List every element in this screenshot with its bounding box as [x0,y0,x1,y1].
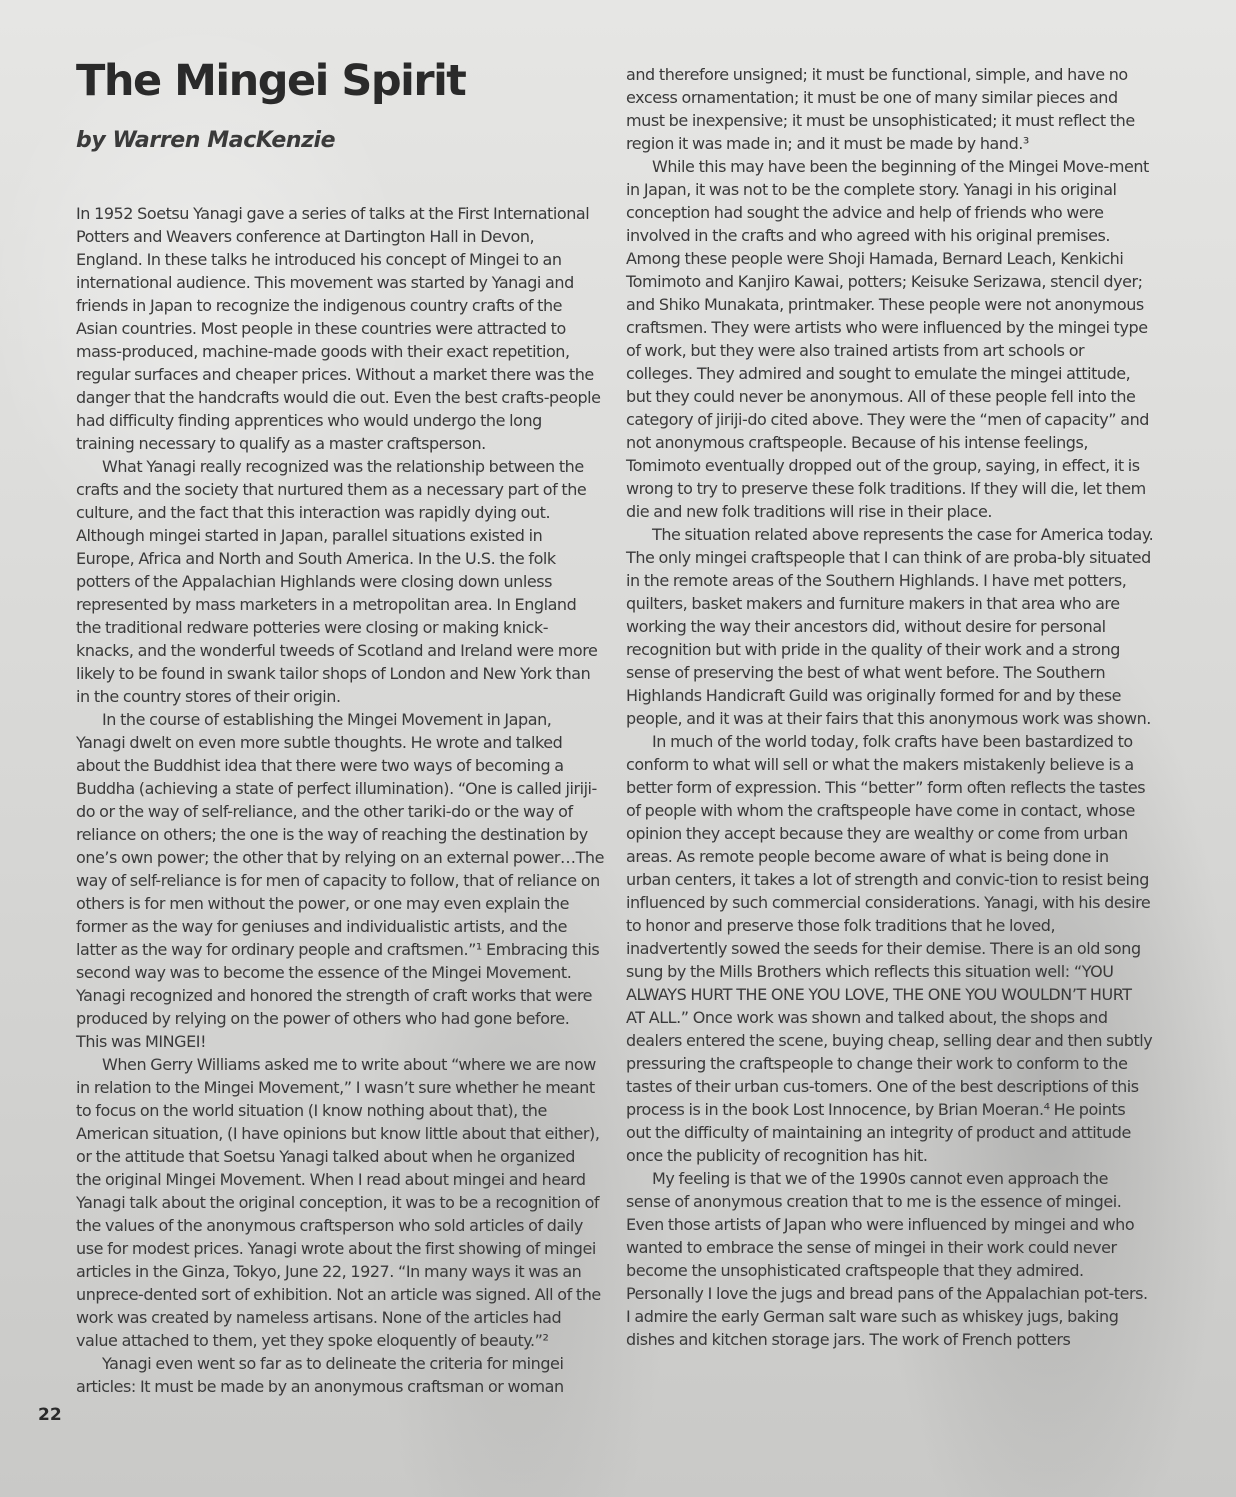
paragraph-8: The situation related above represents the case for America today. The only mingei craftspeople that I can think of are proba-bly situated in the remote areas of the Southern Highlands. I have met potters, quilters, basket makers and furniture makers in that area who are working the way their ancestors did, without desire for personal recognition but with pride in the quality of their work and a strong sense of preserving the best of what went before. The Southern Highlands Handicraft Guild was originally formed for and by these people, and it was at their fairs that this anonymous work was shown. [626,525,1154,728]
paragraph-3: In the course of establishing the Mingei Movement in Japan, Yanagi dwelt on even more subtle thoughts. He wrote and talked about the Buddhist idea that there were two ways of becoming a Buddha (achieving a state of perfect illumination). “One is called jiriji-do or the way of self-reliance, and the other tariki-do or the way of reliance on others; the one is the way of reaching the destination by one’s own power; the other that by relying on an external power…The way of self-reliance is for men of capacity to follow, that of reliance on others is for men without the power, or one may even explain the former as the way for geniuses and individualistic artists, and the latter as the way for ordinary people and craftsmen.”¹ Embracing this second way was to become the essence of the Mingei Movement. Yanagi recognized and honored the strength of craft works that were produced by relying on the power of others who had gone before. This was MINGEI! [76,710,604,1051]
paragraph-1: In 1952 Soetsu Yanagi gave a series of talks at the First International Potters and Weavers conference at Dartington Hall in Devon, England. In these talks he introduced his concept of Mingei to an international audience. This movement was started by Yanagi and friends in Japan to recognize the indigenous country crafts of the Asian countries. Most people in these countries were attracted to mass-produced, machine-made goods with their exact repetition, regular surfaces and cheaper prices. Without a market there was the danger that the handcrafts would die out. Even the best crafts-people had difficulty finding apprentices who would undergo the long training necessary to qualify as a master craftsperson. [76,204,601,453]
right-column [626,63,1154,1351]
paragraph-7: While this may have been the beginning of the Mingei Move-ment in Japan, it was not to be the complete story. Yanagi in his original conception had sought the advice and help of friends who were involved in the crafts and who agreed with his original premises. Among these people were Shoji Hamada, Bernard Leach, Kenkichi Tomimoto and Kanjiro Kawai, potters; Keisuke Serizawa, stencil dyer; and Shiko Munakata, printmaker. These people were not anonymous craftsmen. They were artists who were influenced by the mingei type of work, but they were also trained artists from art schools or colleges. They admired and sought to emulate the mingei attitude, but they could never be anonymous. All of these people fell into the category of jiriji-do cited above. They were the “men of capacity” and not anonymous craftspeople. Because of his intense feelings, Tomimoto eventually dropped out of the group, saying, in effect, it is wrong to try to preserve these folk traditions. If they will die, let them die and new folk traditions will rise in their place. [626,157,1149,521]
left-column [76,202,604,1398]
paragraph-5: Yanagi even went so far as to delineate the criteria for mingei articles: It must be made by an anonymous craftsman or woman [76,1354,564,1396]
article-byline: by Warren MacKenzie [76,128,336,153]
paragraph-10: My feeling is that we of the 1990s cannot even approach the sense of anonymous creation that to me is the essence of mingei. Even those artists of Japan who were influenced by mingei and who wanted to embrace the sense of mingei in their work could never become the unsophisticated craftspeople that they admired. Personally I love the jugs and bread pans of the Appalachian pot-ters. I admire the early German salt ware such as whiskey jugs, baking dishes and kitchen storage jars. The work of French potters [626,1169,1148,1349]
paragraph-2: What Yanagi really recognized was the relationship between the crafts and the society that nurtured them as a necessary part of the culture, and the fact that this interaction was rapidly dying out. Although mingei started in Japan, parallel situations existed in Europe, Africa and North and South America. In the U.S. the folk potters of the Appalachian Highlands were closing down unless represented by mass marketers in a metropolitan area. In England the traditional redware potteries were closing or making knick-knacks, and the wonderful tweeds of Scotland and Ireland were more likely to be found in swank tailor shops of London and New York than in the country stores of their origin. [76,457,598,706]
paragraph-9: In much of the world today, folk crafts have been bastardized to conform to what will sell or what the makers mistakenly believe is a better form of expression. This “better” form often reflects the tastes of people with whom the craftspeople have come in contact, whose opinion they accept because they are wealthy or come from urban areas. As remote people become aware of what is being done in urban centers, it takes a lot of strength and convic-tion to resist being influenced by such commercial considerations. Yanagi, with his desire to honor and preserve those folk traditions that he loved, inadvertently sowed the seeds for their demise. There is an old song sung by the Mills Brothers which reflects this situation well: “YOU ALWAYS HURT THE ONE YOU LOVE, THE ONE YOU WOULDN’T HURT AT ALL.” Once work was shown and talked about, the shops and dealers entered the scene, buying cheap, selling dear and then subtly pressuring the craftspeople to change their work to conform to the tastes of their urban cus-tomers. One of the best descriptions of this process is in the book Lost Innocence, by Brian Moeran.⁴ He points out the difficulty of maintaining an integrity of product and attitude once the publicity of recognition has hit. [626,732,1153,1165]
article-title: The Mingei Spirit [76,56,466,106]
page-number: 22 [38,1405,62,1425]
paragraph-6: and therefore unsigned; it must be functional, simple, and have no excess ornamentation; it must be one of many similar pieces and must be inexpensive; it must be unsophisticated; it must reflect the region it was made in; and it must be made by hand.³ [626,65,1135,153]
paragraph-4: When Gerry Williams asked me to write about “where we are now in relation to the Mingei Movement,” I wasn’t sure whether he meant to focus on the world situation (I know nothing about that), the American situation, (I have opinions but know little about that either), or the attitude that Soetsu Yanagi talked about when he organized the original Mingei Movement. When I read about mingei and heard Yanagi talk about the original conception, it was to be a recognition of the values of the anonymous craftsperson who sold articles of daily use for modest prices. Yanagi wrote about the first showing of mingei articles in the Ginza, Tokyo, June 22, 1927. “In many ways it was an unprece-dented sort of exhibition. Not an article was signed. All of the work was created by nameless artisans. None of the articles had value attached to them, yet they spoke eloquently of beauty.”² [76,1055,601,1350]
